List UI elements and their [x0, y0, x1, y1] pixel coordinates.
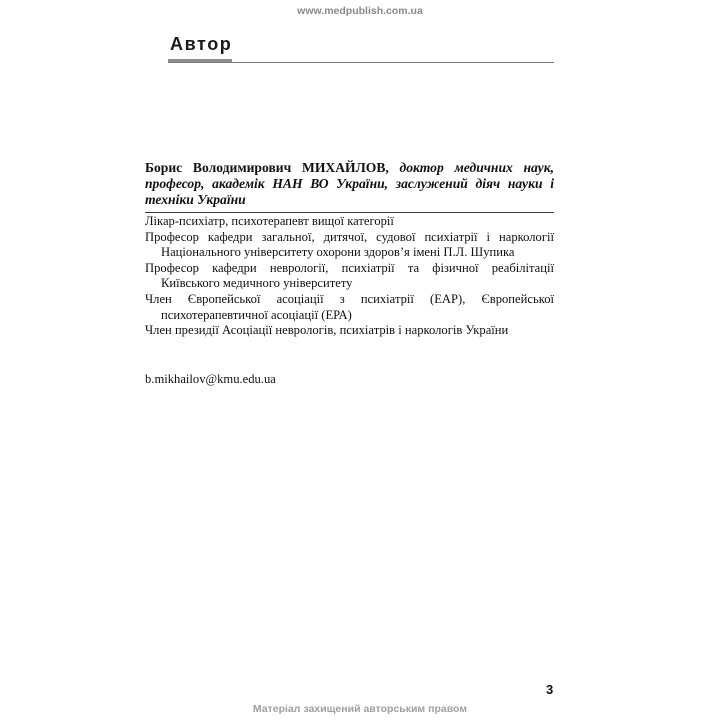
page-number: 3: [546, 682, 554, 697]
copyright-watermark: Матеріал захищений авторським правом: [252, 703, 468, 715]
author-email: b.mikhailov@kmu.edu.ua: [145, 372, 276, 386]
position-item: Член президії Асоціації неврологів, психіатрів і наркологів України: [145, 323, 509, 338]
header-divider: [168, 62, 554, 63]
position-item: Член Європейської асоціації з психіатрії (ЕАР), Європейської психотерапевтичної асоціації (ЕРА): [145, 291, 554, 322]
author-degrees: доктор медичних наук, професор, академік НАН ВО України, заслужений діяч науки і техніки України: [145, 160, 554, 207]
watermark-url: www.medpublish.com.ua: [297, 5, 423, 17]
position-item: Професор кафедри неврології, психіатрії та фізичної реабілітації Київського медичного університету: [145, 260, 554, 291]
position-item: Лікар-психіатр, психотерапевт вищої категорії: [145, 214, 394, 228]
author-heading: [145, 160, 554, 208]
section-title: Автор: [170, 34, 233, 54]
positions-list: [145, 214, 554, 339]
position-item: Професор кафедри загальної, дитячої, судової психіатрії і наркології Національного університету охорони здоров’я імені П.Л. Шупика: [145, 229, 554, 260]
author-divider: [145, 212, 554, 213]
author-name: Борис Володимирович МИХАЙЛОВ,: [145, 160, 389, 175]
